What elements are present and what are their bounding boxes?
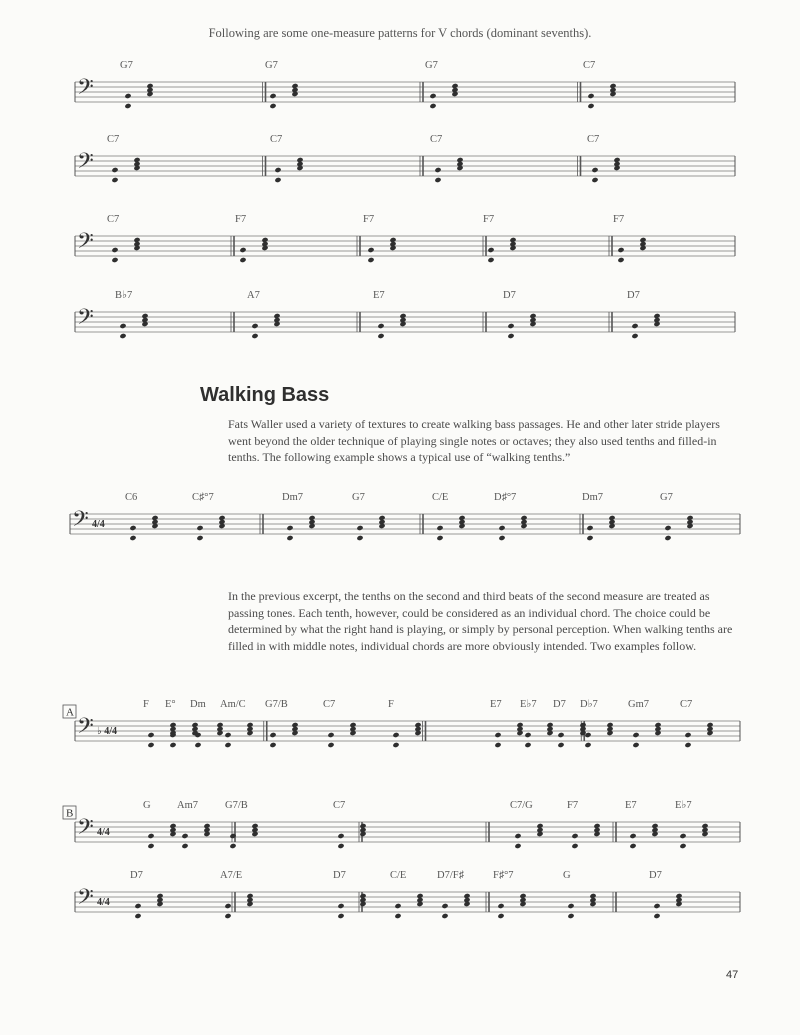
note-head (498, 535, 505, 541)
note-head (591, 177, 598, 183)
note-head (134, 913, 141, 919)
note-head (274, 177, 281, 183)
chord-symbol: A7/E (220, 870, 243, 881)
note-head (487, 257, 494, 263)
chord-symbol: F♯°7 (493, 870, 514, 881)
note-head (653, 903, 660, 909)
note-head (269, 93, 276, 99)
note-head (269, 742, 276, 748)
note-head (664, 535, 671, 541)
chord-symbol: E7 (490, 699, 502, 710)
chord-symbol: E° (165, 699, 176, 710)
note-head (664, 525, 671, 531)
chord-symbol: F7 (483, 214, 495, 225)
time-signature: ♭ 4/4 (97, 726, 117, 737)
note-head (392, 742, 399, 748)
staff-svg (66, 798, 740, 866)
bass-clef: 𝄢 (77, 149, 94, 178)
v-row-3 (75, 212, 735, 280)
chord-symbol: F7 (235, 214, 247, 225)
note-head (514, 843, 521, 849)
note-head (327, 742, 334, 748)
note-head (119, 323, 126, 329)
note-head (394, 903, 401, 909)
note-head (394, 913, 401, 919)
chord-symbol: G7 (660, 492, 673, 503)
note-head (224, 732, 231, 738)
bass-clef: 𝄢 (77, 75, 94, 104)
note-head (377, 323, 384, 329)
note-head (356, 525, 363, 531)
note-head (571, 843, 578, 849)
staff-svg (75, 132, 735, 200)
chord-symbol: C7 (333, 800, 346, 811)
chord-symbol: A7 (247, 290, 260, 301)
v-row-1 (75, 58, 735, 126)
chord-symbol: G7/B (225, 800, 248, 811)
chord-symbol: G7 (425, 60, 438, 71)
note-head (591, 167, 598, 173)
chord-symbol: G (143, 800, 151, 811)
note-head (429, 93, 436, 99)
walking-row (70, 490, 740, 558)
chord-symbol: C7/G (510, 800, 533, 811)
note-head (181, 833, 188, 839)
note-head (124, 103, 131, 109)
note-head (181, 843, 188, 849)
note-head (119, 333, 126, 339)
chord-symbol: Gm7 (628, 699, 649, 710)
note-head (129, 525, 136, 531)
bass-clef: 𝄢 (77, 714, 94, 743)
chord-symbol: C7 (587, 134, 600, 145)
chord-symbol: D7 (130, 870, 143, 881)
note-head (514, 833, 521, 839)
note-head (524, 732, 531, 738)
note-head (111, 257, 118, 263)
chord-symbol: E7 (373, 290, 385, 301)
staff-svg (70, 490, 740, 558)
note-head (356, 535, 363, 541)
note-head (653, 913, 660, 919)
note-head (441, 903, 448, 909)
note-head (494, 742, 501, 748)
note-head (124, 93, 131, 99)
note-head (567, 913, 574, 919)
staff-svg (66, 697, 740, 765)
chord-symbol: F7 (567, 800, 579, 811)
chord-symbol: D♭7 (580, 699, 598, 710)
bass-clef: 𝄢 (72, 507, 89, 536)
chord-symbol: D♯°7 (494, 492, 517, 503)
example-b (66, 798, 740, 866)
chord-symbol: F7 (613, 214, 625, 225)
note-head (239, 257, 246, 263)
staff-svg (75, 288, 735, 356)
note-head (557, 742, 564, 748)
note-head (224, 903, 231, 909)
chord-symbol: E7 (625, 800, 637, 811)
note-head (584, 742, 591, 748)
chord-symbol: Dm (190, 699, 206, 710)
note-head (524, 742, 531, 748)
note-head (434, 177, 441, 183)
note-head (436, 535, 443, 541)
note-head (684, 732, 691, 738)
chord-symbol: F7 (363, 214, 375, 225)
chord-symbol: C/E (390, 870, 407, 881)
chord-symbol: G7 (265, 60, 278, 71)
note-head (129, 535, 136, 541)
note-head (632, 732, 639, 738)
chord-symbol: D7 (333, 870, 346, 881)
note-head (327, 732, 334, 738)
chord-symbol: E♭7 (675, 800, 692, 811)
chord-symbol: D7 (627, 290, 640, 301)
staff-svg (75, 212, 735, 280)
note-head (441, 913, 448, 919)
staff-svg (75, 58, 735, 126)
note-head (684, 742, 691, 748)
chord-symbol: C6 (125, 492, 138, 503)
note-head (494, 732, 501, 738)
note-head (567, 903, 574, 909)
time-signature: 4/4 (97, 827, 110, 838)
chord-symbol: C♯°7 (192, 492, 214, 503)
example-b-cont (75, 868, 740, 936)
note-head (507, 333, 514, 339)
note-head (436, 525, 443, 531)
section-title: Walking Bass (200, 384, 330, 406)
chord-symbol: C7 (583, 60, 596, 71)
example-a (66, 697, 740, 765)
note-head (224, 742, 231, 748)
note-head (617, 257, 624, 263)
bass-clef: 𝄢 (77, 815, 94, 844)
staff-svg (75, 868, 740, 936)
chord-symbol: G7/B (265, 699, 288, 710)
chord-symbol: D7 (649, 870, 662, 881)
note-head (169, 742, 176, 748)
bass-clef: 𝄢 (77, 305, 94, 334)
note-head (679, 843, 686, 849)
note-head (224, 913, 231, 919)
chord-symbol: E♭7 (520, 699, 537, 710)
note-head (111, 247, 118, 253)
chord-symbol: Am7 (177, 800, 198, 811)
page-number: 47 (726, 969, 739, 981)
note-head (229, 843, 236, 849)
note-head (587, 93, 594, 99)
note-head (111, 167, 118, 173)
note-head (377, 333, 384, 339)
note-head (196, 525, 203, 531)
chord-symbol: D7 (553, 699, 566, 710)
note-head (629, 843, 636, 849)
note-head (147, 732, 154, 738)
example-box-label: A (66, 706, 74, 719)
note-head (434, 167, 441, 173)
note-head (111, 177, 118, 183)
note-head (507, 323, 514, 329)
note-head (147, 833, 154, 839)
chord-symbol: G (563, 870, 571, 881)
chord-symbol: C7 (323, 699, 336, 710)
v-row-4 (75, 288, 735, 356)
chord-symbol: C7 (680, 699, 693, 710)
note-head (557, 732, 564, 738)
chord-symbol: Am/C (220, 699, 246, 710)
paragraph-walking-tenths: Fats Waller used a variety of textures to create walking bass passages. He and other later stride players went beyond the older technique of playing single notes or octaves; they also used tenths and filled-in tenths. The following example shows a typical use of “walking tenths.” (228, 417, 720, 464)
note-head (498, 525, 505, 531)
note-head (587, 103, 594, 109)
chord-symbol: Dm7 (582, 492, 603, 503)
chord-symbol: Dm7 (282, 492, 303, 503)
bass-clef: 𝄢 (77, 229, 94, 258)
chord-symbol: G7 (352, 492, 365, 503)
chord-symbol: D7 (503, 290, 516, 301)
note-head (196, 535, 203, 541)
time-signature: 4/4 (92, 519, 105, 530)
chord-symbol: F (143, 699, 149, 710)
chord-symbol: C/E (432, 492, 449, 503)
note-head (497, 903, 504, 909)
note-head (239, 247, 246, 253)
note-head (679, 833, 686, 839)
note-head (631, 323, 638, 329)
note-head (286, 535, 293, 541)
note-head (392, 732, 399, 738)
note-head (586, 535, 593, 541)
chord-symbol: C7 (107, 134, 120, 145)
note-head (286, 525, 293, 531)
note-head (631, 333, 638, 339)
note-head (337, 843, 344, 849)
note-head (251, 323, 258, 329)
note-head (134, 903, 141, 909)
note-head (337, 833, 344, 839)
note-head (586, 525, 593, 531)
chord-symbol: G7 (120, 60, 133, 71)
note-head (269, 732, 276, 738)
note-head (617, 247, 624, 253)
time-signature: 4/4 (97, 897, 110, 908)
chord-symbol: C7 (270, 134, 283, 145)
note-head (487, 247, 494, 253)
note-head (497, 913, 504, 919)
note-head (337, 903, 344, 909)
note-head (337, 913, 344, 919)
note-head (269, 103, 276, 109)
chord-symbol: C7 (430, 134, 443, 145)
example-box-label: B (66, 807, 74, 820)
chord-symbol: D7/F♯ (437, 870, 464, 881)
chord-symbol: C7 (107, 214, 120, 225)
note-head (429, 103, 436, 109)
paragraph-passing-tones: In the previous excerpt, the tenths on the second and third beats of the second measure are treated as passing tones. Each tenth, however, could be considered as an individual chord. The choice could be determined by what the right hand is playing, or simply by personal perception. When walking tenths are filled in with middle notes, individual chords are more obviously intended. Two examples follow. (228, 589, 733, 653)
chord-symbol: B♭7 (115, 290, 133, 301)
note-head (632, 742, 639, 748)
note-head (571, 833, 578, 839)
chord-symbol: F (388, 699, 394, 710)
note-head (251, 333, 258, 339)
intro-text: Following are some one-measure patterns for V chords (dominant sevenths). (208, 26, 592, 40)
note-head (367, 247, 374, 253)
note-head (629, 833, 636, 839)
note-head (147, 843, 154, 849)
v-row-2 (75, 132, 735, 200)
bass-clef: 𝄢 (77, 885, 94, 914)
note-head (194, 742, 201, 748)
note-head (367, 257, 374, 263)
note-head (274, 167, 281, 173)
note-head (147, 742, 154, 748)
